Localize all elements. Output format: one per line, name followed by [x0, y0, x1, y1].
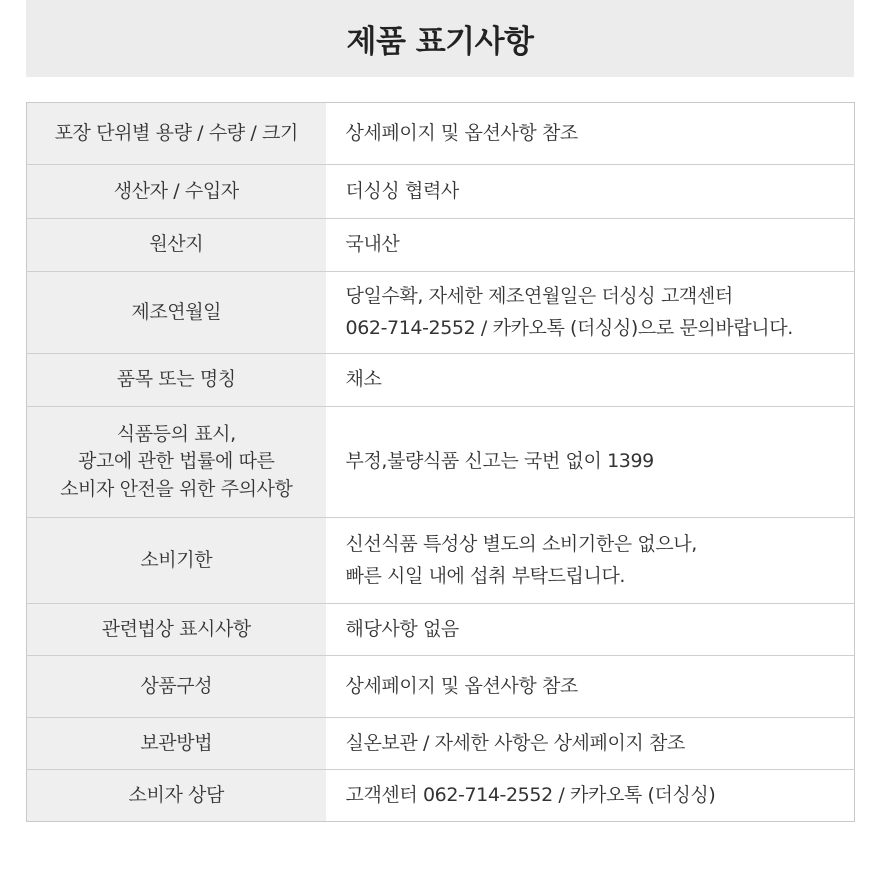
row-origin — [27, 219, 855, 272]
row-value: 실온보관 / 자세한 사항은 상세페이지 참조 — [326, 718, 855, 770]
row-value: 상세페이지 및 옵션사항 참조 — [326, 656, 855, 718]
row-composition — [27, 656, 855, 718]
row-label: 관련법상 표시사항 — [27, 604, 326, 656]
row-item-name — [27, 354, 855, 407]
row-manufacture-date — [27, 272, 855, 354]
row-value: 고객센터 062-714-2552 / 카카오톡 (더싱싱) — [326, 770, 855, 822]
product-info-table — [26, 102, 855, 822]
row-label: 상품구성 — [27, 656, 326, 718]
row-legal-notice — [27, 604, 855, 656]
row-value: 신선식품 특성상 별도의 소비기한은 없으나, 빠른 시일 내에 섭취 부탁드립니다. — [326, 518, 855, 604]
row-label: 원산지 — [27, 219, 326, 272]
row-value: 해당사항 없음 — [326, 604, 855, 656]
row-value: 당일수확, 자세한 제조연월일은 더싱싱 고객센터 062-714-2552 / 카카오톡 (더싱싱)으로 문의바랍니다. — [326, 272, 855, 354]
row-value: 더싱싱 협력사 — [326, 165, 855, 219]
row-producer — [27, 165, 855, 219]
row-label: 식품등의 표시, 광고에 관한 법률에 따른 소비자 안전을 위한 주의사항 — [27, 407, 326, 518]
row-label: 제조연월일 — [27, 272, 326, 354]
row-label: 소비기한 — [27, 518, 326, 604]
row-value: 상세페이지 및 옵션사항 참조 — [326, 103, 855, 165]
row-storage — [27, 718, 855, 770]
row-value: 채소 — [326, 354, 855, 407]
row-consumer-support — [27, 770, 855, 822]
row-label: 생산자 / 수입자 — [27, 165, 326, 219]
title-bar — [26, 0, 854, 77]
row-label: 포장 단위별 용량 / 수량 / 크기 — [27, 103, 326, 165]
row-label: 소비자 상담 — [27, 770, 326, 822]
row-value: 국내산 — [326, 219, 855, 272]
row-safety-notice — [27, 407, 855, 518]
row-value: 부정,불량식품 신고는 국번 없이 1399 — [326, 407, 855, 518]
row-package-size — [27, 103, 855, 165]
row-label: 품목 또는 명칭 — [27, 354, 326, 407]
row-label: 보관방법 — [27, 718, 326, 770]
page-title: 제품 표기사항 — [346, 24, 534, 60]
row-expiry — [27, 518, 855, 604]
